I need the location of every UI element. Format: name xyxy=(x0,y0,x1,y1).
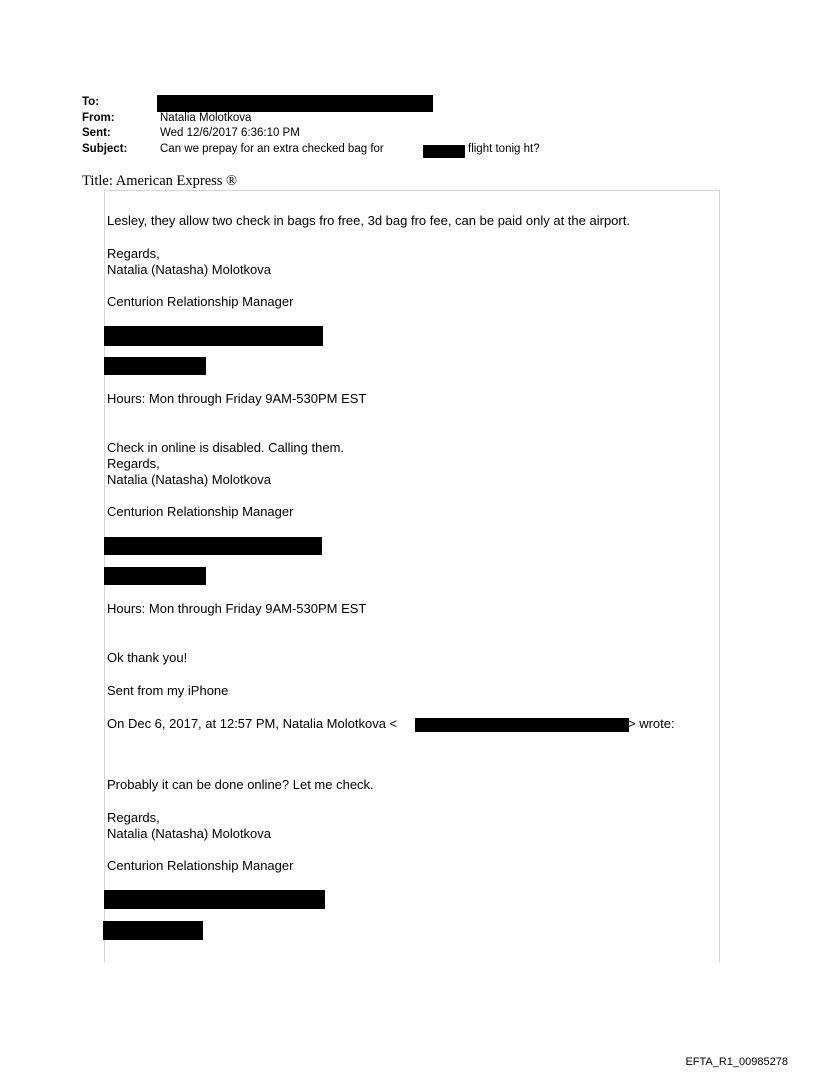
redaction-subject xyxy=(423,145,465,158)
subject-part1: Can we prepay for an extra checked bag for xyxy=(160,143,384,155)
signer-name-3: Natalia (Natasha) Molotkova xyxy=(107,826,272,841)
redaction-to xyxy=(157,95,433,112)
reply-message: Ok thank you! xyxy=(107,650,188,665)
redaction-contact-1a xyxy=(104,326,323,346)
from-value: Natalia Molotkova xyxy=(160,112,252,124)
sent-from: Sent from my iPhone xyxy=(107,683,229,698)
signer-role-3: Centurion Relationship Manager xyxy=(107,858,294,873)
message-box-right xyxy=(719,190,720,962)
signer-role-1: Centurion Relationship Manager xyxy=(107,294,294,309)
message-box-top xyxy=(104,190,720,191)
sent-label: Sent: xyxy=(82,127,111,139)
message-2: Check in online is disabled. Calling them. xyxy=(107,440,345,455)
quote-prefix: On Dec 6, 2017, at 12:57 PM, Natalia Molotkova < xyxy=(107,716,398,731)
signer-role-2: Centurion Relationship Manager xyxy=(107,504,294,519)
redaction-contact-2b xyxy=(104,567,206,585)
subject-part2: flight tonig ht? xyxy=(468,143,540,155)
redaction-contact-3a xyxy=(104,890,325,909)
redaction-email xyxy=(415,718,629,732)
page-title: Title: American Express ® xyxy=(82,173,238,189)
signer-name-1: Natalia (Natasha) Molotkova xyxy=(107,262,272,277)
document-id: EFTA_R1_00985278 xyxy=(685,1056,788,1068)
message-3: Probably it can be done online? Let me check. xyxy=(107,777,374,792)
hours-2: Hours: Mon through Friday 9AM-530PM EST xyxy=(107,601,367,616)
to-label: To: xyxy=(82,96,100,108)
quote-suffix: > wrote: xyxy=(628,716,675,731)
regards-2: Regards, xyxy=(107,456,160,471)
redaction-contact-1b xyxy=(104,357,206,375)
redaction-contact-2a xyxy=(104,537,322,555)
sent-value: Wed 12/6/2017 6:36:10 PM xyxy=(160,127,300,139)
subject-label: Subject: xyxy=(82,143,128,155)
hours-1: Hours: Mon through Friday 9AM-530PM EST xyxy=(107,391,367,406)
regards-3: Regards, xyxy=(107,810,160,825)
from-label: From: xyxy=(82,112,115,124)
signer-name-2: Natalia (Natasha) Molotkova xyxy=(107,472,272,487)
regards-1: Regards, xyxy=(107,246,160,261)
message-1: Lesley, they allow two check in bags fro free, 3d bag fro fee, can be paid only at the airport. xyxy=(107,213,630,228)
redaction-contact-3b xyxy=(103,921,203,940)
